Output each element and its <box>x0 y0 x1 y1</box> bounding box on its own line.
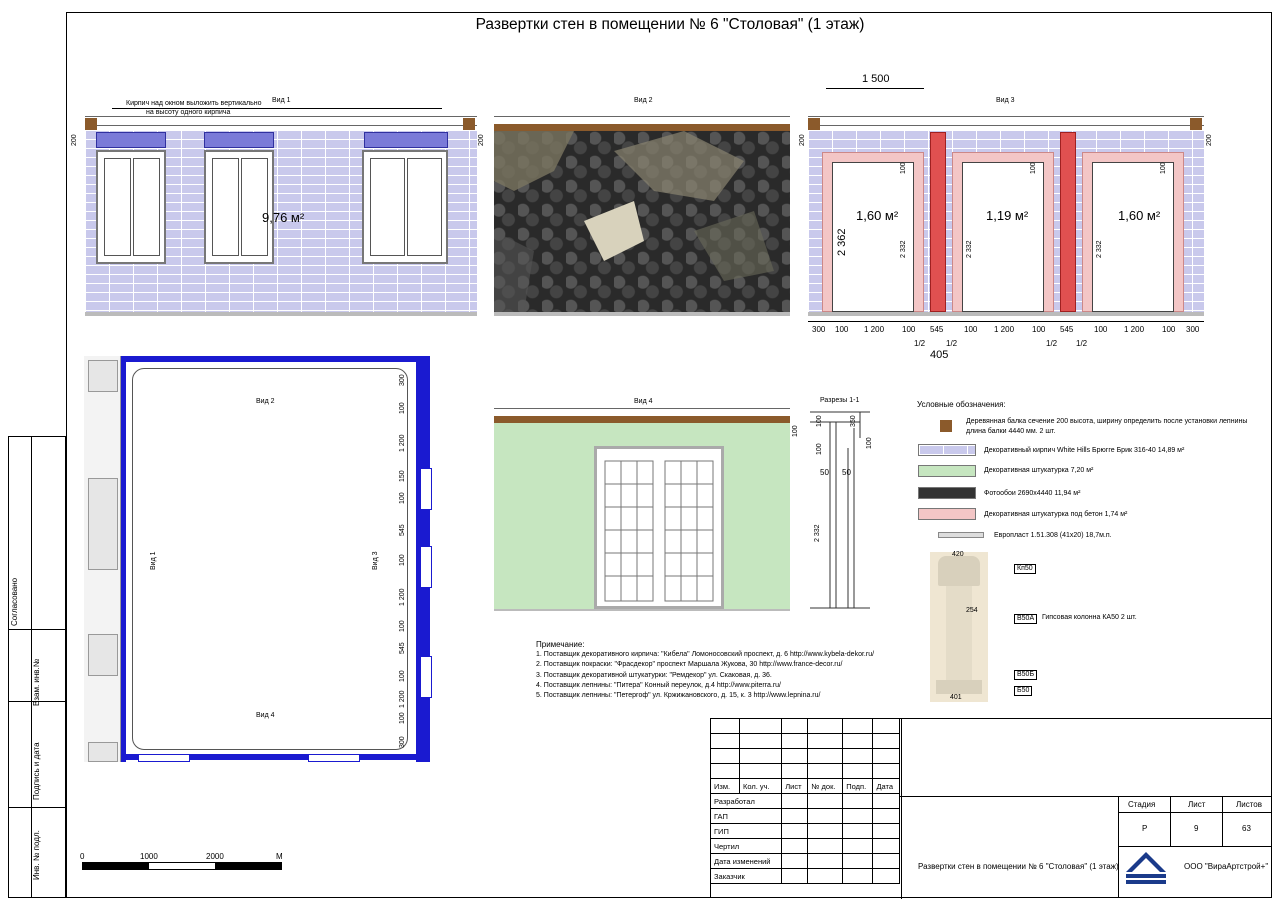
tb-line-3 <box>1118 846 1272 847</box>
legend-swatch-wallpaper <box>918 487 976 499</box>
column-base <box>936 680 982 694</box>
v3-half-4: 1/2 <box>1076 339 1088 348</box>
legend-concrete: Декоративная штукатурка под бетон 1,74 м² <box>984 511 1128 518</box>
tb-sheets-value: 63 <box>1242 824 1251 833</box>
view3-small-dim-3: 100 <box>1160 162 1167 174</box>
note-3: 3. Поставщик декоративной штукатурки: "Ремдекор" ул. Скаковая, д. 36. <box>536 672 772 679</box>
note-5: 5. Поставщик лепнины: "Петергоф" ул. Кржижановского, д. 15, к. 3 http://www.lepnina.ru/ <box>536 692 821 699</box>
v3-bdim-11: 100 <box>1162 325 1176 334</box>
v3-half-1: 1/2 <box>914 339 926 348</box>
v3-bdim-6: 1 200 <box>994 325 1015 334</box>
view3-door-dim-2: 2 332 <box>966 240 973 258</box>
legend-swatch-concrete <box>918 508 976 520</box>
plan-wall-top <box>120 356 430 362</box>
company-logo-icon <box>1124 848 1168 888</box>
role-developer: Разработал <box>711 794 782 809</box>
plan-right-dims: 300 100 1 200 150 100 545 100 1 200 100 545 100 1 200 100 300 <box>399 374 406 748</box>
view3-area-1: 1,60 м² <box>856 208 899 223</box>
stamp-sign-date: Подпись и дата <box>32 742 41 800</box>
note-leader <box>112 108 442 109</box>
scale-2000: 2000 <box>206 852 224 861</box>
view3-floor <box>808 312 1204 316</box>
column-shaft-bottom <box>946 636 972 680</box>
door-glazing <box>597 449 721 606</box>
v3-bdim-10: 1 200 <box>1124 325 1145 334</box>
section-label: Разрезы 1-1 <box>820 397 860 404</box>
scale-m: М <box>276 852 283 861</box>
plan-label-view3: Вид 3 <box>372 551 379 570</box>
view3-bottom-dimline <box>808 321 1204 322</box>
legend-plaster: Декоративная штукатурка 7,20 м² <box>984 467 1094 474</box>
view1-cornice <box>85 116 477 126</box>
plan-window-2 <box>308 754 360 762</box>
view3-small-dim-1: 100 <box>900 162 907 174</box>
stamp-agreed: Согласовано <box>10 577 19 626</box>
view3-dim-left: 200 <box>799 134 806 146</box>
view3-beam-right <box>1190 118 1202 130</box>
legend-beam-2: длина балки 4440 мм. 2 шт. <box>966 428 1056 435</box>
v3-bdim-12: 300 <box>1186 325 1200 334</box>
tb-sheet-value: 9 <box>1194 824 1199 833</box>
v3-bdim-8: 545 <box>1060 325 1074 334</box>
v3-bdim-2: 1 200 <box>864 325 885 334</box>
view3-door-dim-3: 2 332 <box>1096 240 1103 258</box>
view1-dim-right: 200 <box>478 134 485 146</box>
role-client: Заказчик <box>711 869 782 884</box>
view3-door-dim-1: 2 332 <box>900 240 907 258</box>
view3-area-2: 1,19 м² <box>986 208 1029 223</box>
view1-label: Вид 1 <box>272 97 291 104</box>
view3-door-opening-2 <box>962 162 1044 312</box>
plan-column-d <box>88 742 118 762</box>
view1-window-2 <box>204 150 274 264</box>
view4-label: Вид 4 <box>634 398 653 405</box>
v3-half-2: 1/2 <box>946 339 958 348</box>
note-2: 2. Поставщик покраски: "Фрасдекор" проспект Маршала Жукова, 30 http://www.france-decor.ru/ <box>536 661 843 668</box>
sec-dim-6: 50 <box>820 468 829 477</box>
view3-label: Вид 3 <box>996 97 1015 104</box>
sec-dim-2: 100 <box>816 415 823 427</box>
view1-note-1: Кирпич над окном выложить вертикально <box>126 100 262 107</box>
note-4: 4. Поставщик лепнины: "Питера" Конный переулок, д.4 http://www.piterra.ru/ <box>536 682 782 689</box>
column-tag-v50b: В50Б <box>1014 670 1037 680</box>
note-1: 1. Поставщик декоративного кирпича: "Кибела" Ломоносовский проспект, д. 6 http://www.kybela-dekor.ru/ <box>536 651 875 658</box>
sec-dim-8: 2 332 <box>814 524 821 542</box>
legend-moulding: Европласт 1.51.308 (41х20) 18,7м.п. <box>994 532 1112 539</box>
view3-small-dim-2: 100 <box>1030 162 1037 174</box>
tb-sheets-header: Листов <box>1236 800 1262 809</box>
sheet-title: Развертки стен в помещении № 6 "Столовая" (1 этаж) <box>475 16 865 33</box>
legend-swatch-plaster <box>918 465 976 477</box>
view3-dim-height: 2 362 <box>836 228 848 256</box>
view1-floor <box>85 312 477 316</box>
sec-dim-3: 350 <box>850 415 857 427</box>
legend-beam-1: Деревянная балка сечение 200 высота, ширину определить после установки лепнины <box>966 418 1248 425</box>
col-kol: Кол. уч. <box>739 779 781 794</box>
view1-window-1 <box>96 150 166 264</box>
legend-brick: Декоративный кирпич White Hills Брюгге Брик 316-40 14,89 м² <box>984 447 1185 454</box>
view4-floor <box>494 609 790 611</box>
view2-label: Вид 2 <box>634 97 653 104</box>
view1-area: 9,76 м² <box>262 210 305 225</box>
view3-column-1 <box>930 132 946 312</box>
v3-bdim-0: 300 <box>812 325 826 334</box>
v3-bdim-7: 100 <box>1032 325 1046 334</box>
plan-label-view2: Вид 2 <box>256 398 275 405</box>
plan-window-1 <box>138 754 190 762</box>
view2-beam <box>494 124 790 131</box>
view1-window-3 <box>362 150 448 264</box>
tb-drawing-name: Развертки стен в помещении № 6 "Столовая" (1 этаж) <box>918 862 1119 871</box>
column-tag-kp50: Кп50 <box>1014 564 1036 574</box>
v3-dim-405: 405 <box>930 349 949 361</box>
view4-french-door <box>594 446 724 609</box>
plan-label-view1: Вид 1 <box>150 551 157 570</box>
scale-0: 0 <box>80 852 85 861</box>
view3-column-2 <box>1060 132 1076 312</box>
view1-note-2: на высоту одного кирпича <box>146 109 231 116</box>
col-doc: № док. <box>808 779 843 794</box>
tb-stage-value: Р <box>1142 824 1148 833</box>
view3-door-opening-3 <box>1092 162 1174 312</box>
col-izm: Изм. <box>711 779 740 794</box>
tb-stage-header: Стадия <box>1128 800 1156 809</box>
column-dim-401: 401 <box>950 694 962 701</box>
view2-photo-wallpaper <box>494 131 790 312</box>
stamp-inv-orig: Инв. № подл. <box>32 830 41 880</box>
revision-table <box>710 718 900 884</box>
legend-swatch-brick <box>918 444 976 456</box>
wallpaper-torn-shapes <box>494 131 790 312</box>
scale-1000: 1000 <box>140 852 158 861</box>
column-caption: Гипсовая колонна КА50 2 шт. <box>1042 614 1137 621</box>
v3-bdim-5: 100 <box>964 325 978 334</box>
role-gap: ГАП <box>711 809 782 824</box>
plan-column-b <box>88 478 118 570</box>
plan-room-outline <box>132 368 408 750</box>
col-sign: Подп. <box>843 779 873 794</box>
v3-bdim-3: 100 <box>902 325 916 334</box>
col-date: Дата <box>873 779 900 794</box>
notes-heading: Примечание: <box>536 640 585 649</box>
column-dim-420: 420 <box>952 551 964 558</box>
view1-lintel-1 <box>96 132 166 148</box>
plan-column-c <box>88 634 118 676</box>
col-list: Лист <box>782 779 808 794</box>
gypsum-column-image <box>930 552 988 702</box>
role-gip: ГИП <box>711 824 782 839</box>
role-change-date: Дата изменений <box>711 854 782 869</box>
tb-vline-2 <box>1170 796 1171 846</box>
view3-area-3: 1,60 м² <box>1118 208 1161 223</box>
legend-title: Условные обозначения: <box>917 400 1006 409</box>
legend-swatch-beam <box>940 420 952 432</box>
sec-dim-4: 100 <box>866 437 873 449</box>
column-tag-v50a: В50А <box>1014 614 1037 624</box>
view3-dim-right: 200 <box>1206 134 1213 146</box>
sec-dim-1: 100 <box>792 425 799 437</box>
column-capital <box>938 556 980 586</box>
legend-swatch-moulding <box>938 532 984 538</box>
role-drafter: Чертил <box>711 839 782 854</box>
scale-bar <box>82 862 282 870</box>
sec-dim-5: 100 <box>816 443 823 455</box>
view1-beam-right <box>463 118 475 130</box>
plan-column-a <box>88 360 118 392</box>
column-dim-254: 254 <box>966 607 978 614</box>
view1-dim-left: 200 <box>71 134 78 146</box>
stamp-inv-replace: Взам. инв.№ <box>32 658 41 706</box>
view4-beam <box>494 416 790 423</box>
plan-label-view4: Вид 4 <box>256 712 275 719</box>
view1-lintel-3 <box>364 132 448 148</box>
legend-wallpaper: Фотообои 2690х4440 11,94 м² <box>984 490 1081 497</box>
v3-bdim-9: 100 <box>1094 325 1108 334</box>
view1-beam-left <box>85 118 97 130</box>
tb-line-2 <box>1118 812 1272 813</box>
view1-lintel-2 <box>204 132 274 148</box>
tb-line-1 <box>900 796 1272 797</box>
view2-floor <box>494 312 790 316</box>
v3-bdim-1: 100 <box>835 325 849 334</box>
view3-dim-top: 1 500 <box>862 73 890 85</box>
column-tag-b50: Б50 <box>1014 686 1032 696</box>
v3-half-3: 1/2 <box>1046 339 1058 348</box>
tb-company: ООО "ВираАртстрой+" <box>1184 862 1269 871</box>
sec-dim-7: 50 <box>842 468 851 477</box>
tb-sheet-header: Лист <box>1188 800 1206 809</box>
view3-beam-left <box>808 118 820 130</box>
tb-vline-3 <box>1222 796 1223 846</box>
view3-cornice <box>808 116 1204 126</box>
v3-bdim-4: 545 <box>930 325 944 334</box>
view3-dimline-top <box>826 88 924 89</box>
